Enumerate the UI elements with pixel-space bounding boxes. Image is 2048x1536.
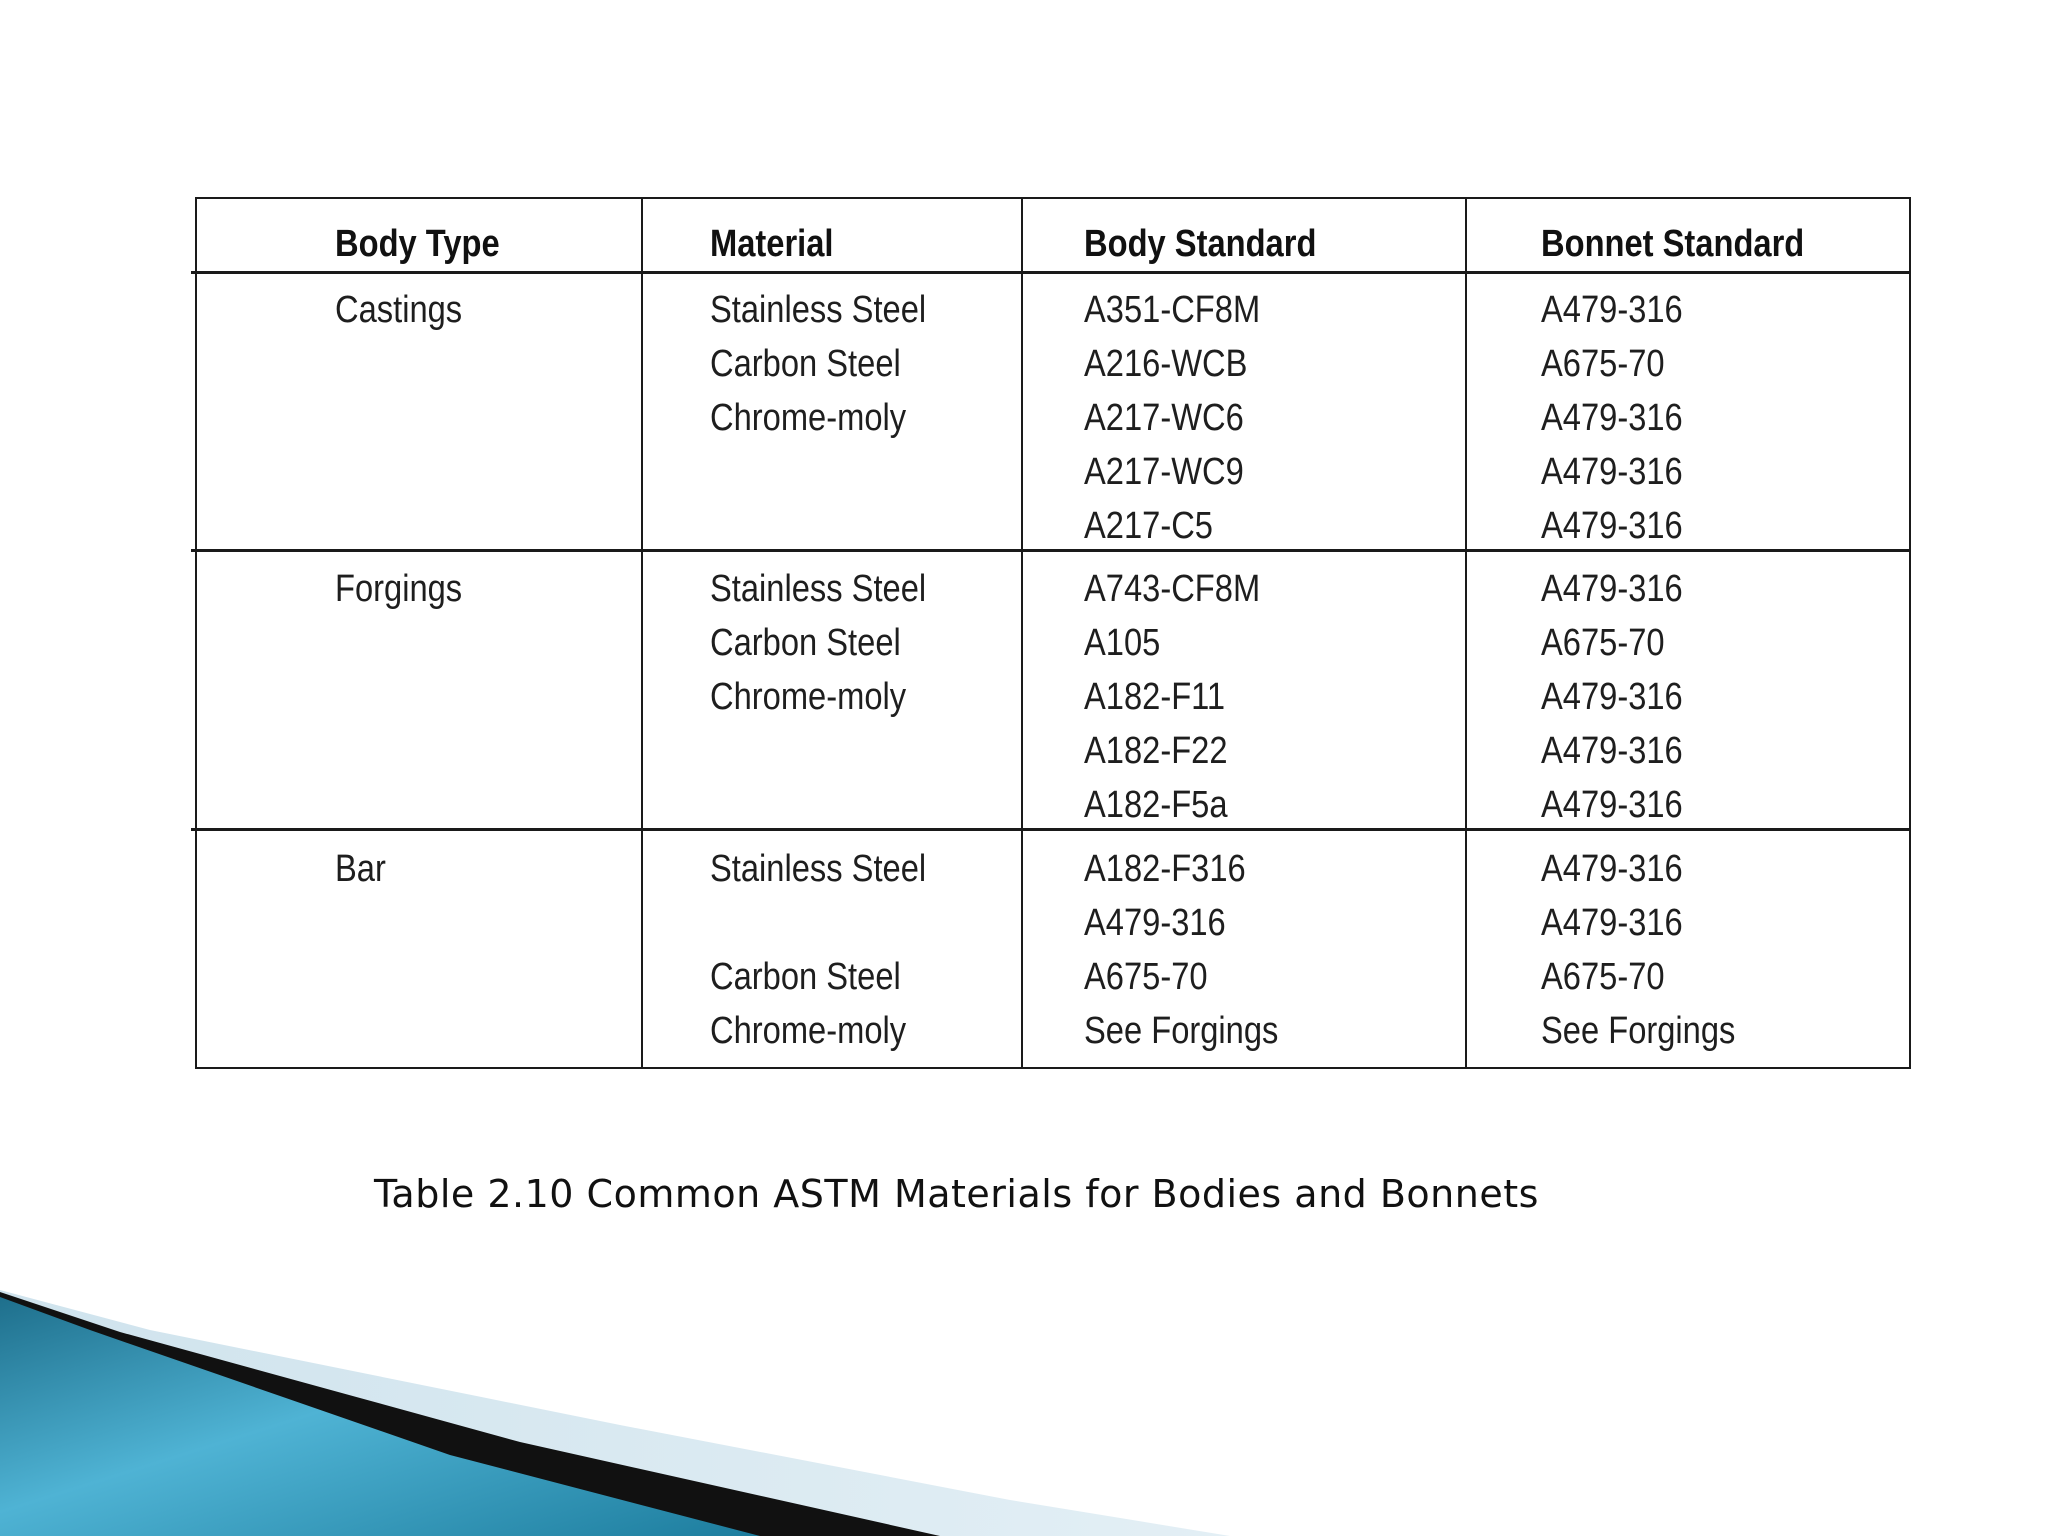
header-bonnet-standard: Bonnet Standard: [1541, 223, 1805, 265]
body-standard-line: A675-70: [1084, 956, 1208, 998]
table-caption: Table 2.10 Common ASTM Materials for Bodies and Bonnets: [374, 1172, 1539, 1216]
body-standard-line: A182-F22: [1084, 730, 1228, 772]
material-line: Stainless Steel: [710, 568, 927, 610]
bonnet-standard-line: A479-316: [1541, 848, 1683, 890]
bonnet-standard-line: A479-316: [1541, 784, 1683, 826]
bonnet-standard-line: A479-316: [1541, 902, 1683, 944]
bonnet-standard-line: A479-316: [1541, 676, 1683, 718]
bonnet-standard-line: A479-316: [1541, 397, 1683, 439]
header-body-type: Body Type: [335, 223, 500, 265]
material-line: Carbon Steel: [710, 343, 901, 385]
body-standard-line: See Forgings: [1084, 1010, 1279, 1052]
body-standard-line: A216-WCB: [1084, 343, 1248, 385]
body-standard-line: A479-316: [1084, 902, 1226, 944]
body-standard-line: A743-CF8M: [1084, 568, 1261, 610]
body-standard-line: A182-F11: [1084, 676, 1226, 718]
body-type-cell: Bar: [335, 848, 386, 890]
body-standard-line: A217-C5: [1084, 505, 1213, 547]
body-standard-line: A217-WC6: [1084, 397, 1244, 439]
body-standard-line: A105: [1084, 622, 1161, 664]
bonnet-standard-line: A675-70: [1541, 622, 1665, 664]
bonnet-standard-line: A479-316: [1541, 730, 1683, 772]
material-line: Chrome-moly: [710, 676, 907, 718]
body-type-cell: Forgings: [335, 568, 463, 610]
header-body-standard: Body Standard: [1084, 223, 1317, 265]
bonnet-standard-line: A479-316: [1541, 451, 1683, 493]
material-line: Chrome-moly: [710, 397, 907, 439]
material-line: Carbon Steel: [710, 622, 901, 664]
material-line: Carbon Steel: [710, 956, 901, 998]
body-standard-line: A182-F316: [1084, 848, 1246, 890]
header-material: Material: [710, 223, 834, 265]
bonnet-standard-line: A479-316: [1541, 289, 1683, 331]
bonnet-standard-line: See Forgings: [1541, 1010, 1736, 1052]
bonnet-standard-line: A479-316: [1541, 505, 1683, 547]
material-line: Stainless Steel: [710, 848, 927, 890]
body-standard-line: A351-CF8M: [1084, 289, 1261, 331]
bonnet-standard-line: A675-70: [1541, 343, 1665, 385]
body-type-cell: Castings: [335, 289, 463, 331]
body-standard-line: A182-F5a: [1084, 784, 1228, 826]
body-standard-line: A217-WC9: [1084, 451, 1244, 493]
material-line: Chrome-moly: [710, 1010, 907, 1052]
bonnet-standard-line: A675-70: [1541, 956, 1665, 998]
material-line: Stainless Steel: [710, 289, 927, 331]
bonnet-standard-line: A479-316: [1541, 568, 1683, 610]
